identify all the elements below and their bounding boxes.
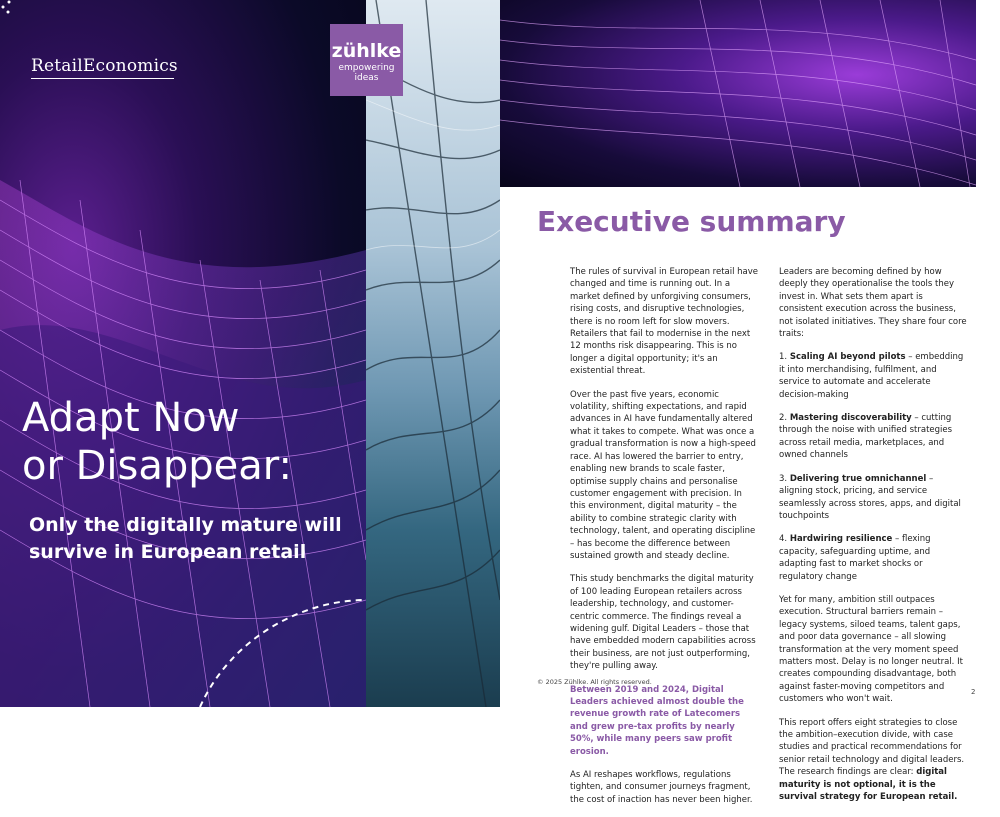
- trait-number: 1.: [779, 352, 788, 363]
- trait-text: – aligning stock, pricing, and service seamlessly across stores, apps, and digital touchpoints: [779, 473, 961, 521]
- network-wave-graphic: [0, 0, 366, 707]
- headline-line-1: Adapt Now: [22, 395, 240, 441]
- conclusion-paragraph: [779, 717, 969, 804]
- paragraph: This study benchmarks the digital maturity of 100 leading European retailers across leadership, technology, and customer-centric commerce. The findings reveal a widening gulf. Digital Leaders – those that have embedded modern capabilities across their business, are not just outperforming, they're pulling away.: [570, 574, 756, 672]
- trait-item-3: [779, 473, 969, 523]
- paragraph: The rules of survival in European retail have changed and time is running out. In a market defined by unforgiving consumers, rising costs, and disruptive technologies, there is no room left for slow movers. Retailers that fail to modernise in the next 12 months risk disappearing. This is no longer a digital opportunity; it's an existential threat.: [570, 267, 759, 377]
- trait-number: 4.: [779, 534, 788, 545]
- zuhlke-name: zühlke: [331, 40, 402, 62]
- network-wave-graphic-top: [500, 0, 976, 187]
- summary-column-2: [779, 266, 969, 814]
- cover-headline: [22, 394, 292, 490]
- cover-subhead: Only the digitally mature will survive in European retail: [29, 514, 342, 563]
- summary-column-1: [570, 266, 760, 817]
- trait-text: – flexing capacity, safeguarding uptime, and adapting fast to market shocks or regulatory change: [779, 534, 931, 582]
- headline-line-2: or Disappear:: [22, 443, 293, 489]
- top-network-image: [500, 0, 976, 187]
- brand-underline: [31, 78, 174, 79]
- trait-text: – cutting through the noise with unified strategies across retail media, marketplaces, and owned channels: [779, 413, 953, 461]
- paragraph: Yet for many, ambition still outpaces execution. Structural barriers remain – legacy systems, siloed teams, talent gaps, and poor data governance – all slowing transformation at the very moment speed matters most. Delay is no longer neutral. It creates compounding disadvantage, both against faster-moving competitors and customers who won't wait.: [779, 594, 963, 705]
- cover-panel: [0, 0, 366, 707]
- trait-item-1: [779, 351, 969, 401]
- trait-item-4: [779, 533, 969, 583]
- page-number: 2: [971, 688, 976, 696]
- conclusion-bold: digital maturity is not optional, it is the survival strategy for European retail.: [779, 767, 958, 803]
- copyright-footer: © 2025 Zühlke. All rights reserved.: [537, 678, 652, 686]
- highlight-paragraph: Between 2019 and 2024, Digital Leaders achieved almost double the revenue growth rate of Latecomers and grew pre-tax profits by nearly 50%, while many peers saw profit erosion.: [570, 684, 744, 757]
- zuhlke-tagline: empowering ideas: [338, 63, 395, 83]
- trait-text: – embedding it into merchandising, fulfilment, and service to automate and accelerate decision-making: [779, 352, 964, 400]
- trait-title: Scaling AI beyond pilots: [789, 352, 906, 363]
- paragraph: As AI reshapes workflows, regulations tighten, and consumer journeys fragment, the cost of inaction has never been higher.: [570, 770, 753, 805]
- section-title: Executive summary: [537, 205, 846, 238]
- paragraph: Over the past five years, economic volatility, shifting expectations, and rapid advances in AI have fundamentally altered what it takes to compete. What was once a gradual transformation is now a high-speed race. AI has lowered the barrier to entry, enabling new brands to scale faster, optimise supply chains and personalise customer engagement with precision. In this environment, digital maturity – the ability to combine strategic clarity with technology, talent, and operating discipline – has become the difference between sustained growth and steady decline.: [570, 389, 756, 561]
- trait-number: 3.: [779, 473, 788, 484]
- conclusion-text: This report offers eight strategies to close the ambition–execution divide, with case studies and practical recommendations for senior retail technology and digital leaders. The research findings are clear:: [779, 717, 965, 778]
- trait-title: Mastering discoverability: [789, 413, 912, 424]
- brand-dots-icon: [0, 0, 14, 14]
- trait-number: 2.: [779, 413, 788, 424]
- trait-title: Hardwiring resilience: [789, 534, 893, 545]
- retail-economics-logo: RetailEconomics: [31, 56, 178, 76]
- glass-facade-image: [366, 0, 500, 707]
- facade-lines-graphic: [366, 0, 500, 707]
- trait-item-2: [779, 412, 969, 462]
- zuhlke-logo: [330, 24, 403, 96]
- paragraph: Leaders are becoming defined by how deeply they operationalise the tools they invest in. What sets them apart is consistent execution across the business, not isolated initiatives. They share four core traits:: [779, 267, 967, 340]
- trait-title: Delivering true omnichannel: [789, 473, 927, 484]
